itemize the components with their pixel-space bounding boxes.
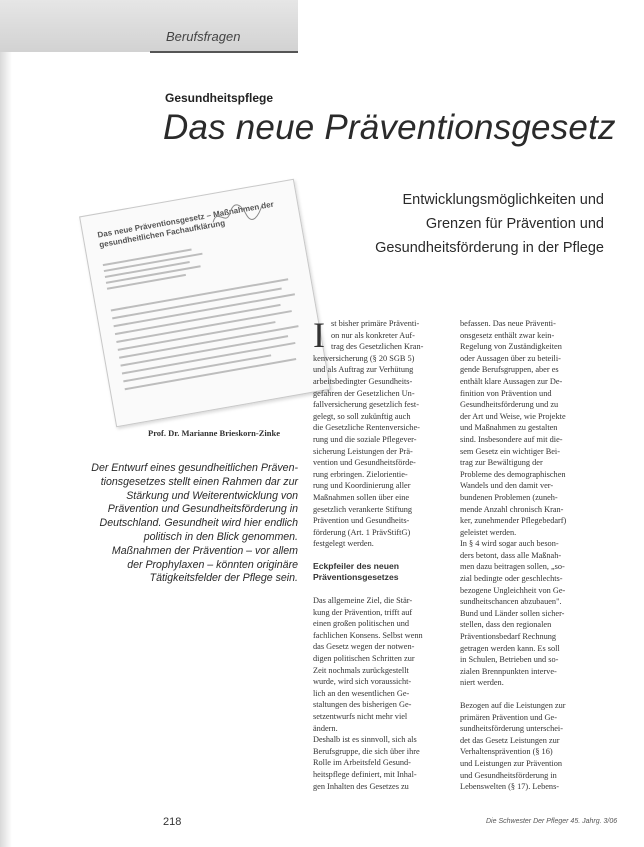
body-line: trag zur Bewältigung der [460, 458, 543, 468]
paragraph-gap [313, 584, 455, 595]
body-line: digen politischen Schritten zur [313, 654, 415, 664]
photo-caption: Prof. Dr. Marianne Brieskorn-Zinke [148, 428, 280, 438]
body-line: festgelegt werden. [313, 539, 374, 549]
body-line: Das allgemeine Ziel, die Stär- [313, 596, 413, 606]
subtitle-line: Gesundheitsförderung in der Pflege [375, 240, 604, 256]
page-edge-shadow [0, 0, 12, 847]
body-line: rung und die soziale Pflegever- [313, 434, 417, 444]
body-line: ker, zunehmender Pflegebedarf) [460, 516, 567, 526]
body-line: ändern. [313, 723, 338, 733]
intro-line: Stärkung und Weiterentwicklung von [126, 489, 298, 502]
body-line: Verhaltensprävention (§ 16) [460, 747, 553, 757]
page-number: 218 [163, 816, 182, 828]
body-line: Gesundheitsförderung und zu [460, 400, 559, 410]
body-line: men dazu beitragen sollen, „so- [460, 562, 565, 572]
intro-line: der Prophylaxen – könnten originäre [127, 558, 298, 571]
body-line: die Gesetzliche Rentenversiche- [313, 423, 420, 433]
body-line: vention und Gesundheitsförde- [313, 458, 416, 468]
body-line: und Maßnahmen zu gestalten [460, 423, 558, 433]
body-line: gen Inhalten des Gesetzes zu [313, 781, 409, 791]
body-line: der Art und Weise, wie Projekte [460, 411, 566, 421]
body-line: fallversicherung gesetzlich fest- [313, 400, 419, 410]
body-line: ders betont, dass alle Maßnah- [460, 550, 562, 560]
body-column-1 [313, 315, 455, 792]
body-line: Berufsgruppe, die sich über ihre [313, 746, 420, 756]
section-label: Berufsfragen [166, 29, 241, 44]
body-line: sind. Insbesondere auf mit die- [460, 434, 563, 444]
body-line: in Schulen, Betrieben und so- [460, 655, 559, 665]
body-line: rung erbringen. Zielorientie- [313, 469, 408, 479]
body-line: das Gesetz wegen der notwen- [313, 642, 415, 652]
article-intro [82, 462, 298, 586]
body-line: staltungen des bisherigen Ge- [313, 700, 412, 710]
body-line: bundenen Problemen (zuneh- [460, 492, 558, 502]
body-line: gelegt, so soll zukünftig auch [313, 411, 411, 421]
subtitle-line: Entwicklungsmöglichkeiten und [402, 192, 604, 208]
body-line: gefahren der Gesetzlichen Un- [313, 388, 415, 398]
paragraph-gap [313, 550, 455, 561]
body-line: getragen werden kann. Es soll [460, 643, 560, 653]
body-line: heitspflege definiert, mit Inhal- [313, 769, 417, 779]
body-line: gende Berufsgruppen, aber es [460, 365, 559, 375]
body-line: sundheitsförderung unterschei- [460, 724, 563, 734]
intro-line: Der Entwurf eines gesundheitlichen Präven- [91, 462, 298, 474]
body-line: stellen, dass den regionalen [460, 620, 552, 630]
body-line: niert werden. [460, 678, 504, 688]
body-line: on nur als konkreter Auf- [331, 330, 415, 340]
body-line: geleistet werden. [460, 527, 517, 537]
body-line: lich an den wesentlichen Ge- [313, 688, 410, 698]
subtitle-line: Grenzen für Prävention und [425, 216, 604, 232]
body-line: finition von Prävention und [460, 388, 552, 398]
body-line: sem Gesetz ein wichtiger Bei- [460, 446, 560, 456]
body-line: Prävention und Gesundheits- [313, 516, 410, 526]
body-line: Probleme des demographischen [460, 469, 566, 479]
body-line: Regelung von Zuständigkeiten [460, 342, 562, 352]
body-line: rung und Koordinierung aller [313, 481, 411, 491]
body-line: kung der Prävention, trifft auf [313, 607, 413, 617]
body-line: st bisher primäre Präventi- [331, 319, 420, 328]
body-line: bezogene Ungleichheit von Ge- [460, 585, 566, 595]
photo-text-line [120, 335, 288, 366]
body-line: Maßnahmen sollen über eine [313, 492, 410, 502]
body-line: fachlichen Konsens. Selbst wenn [313, 630, 423, 640]
drop-cap: I [313, 315, 325, 355]
section-header-bar [0, 0, 298, 52]
body-line: Lebenswelten (§ 17). Lebens- [460, 782, 560, 792]
photo-text-line [112, 287, 282, 319]
photo-text-line [122, 342, 296, 375]
body-line: trag des Gesetzlichen Kran- [331, 342, 424, 352]
photo-text-line [119, 325, 299, 359]
body-line: In § 4 wird sogar auch beson- [460, 539, 559, 549]
photo-document-title: Das neue Präventionsgesetz – Maßnahmen der gesundheitlichen Fachaufklärung [96, 199, 275, 250]
intro-line: Deutschland. Gesundheit wird hier endlich [99, 517, 298, 530]
body-line: det das Gesetz Leistungen zur [460, 735, 560, 745]
handwritten-signature-icon [206, 195, 270, 231]
body-line: mende Anzahl chronisch Kran- [460, 504, 564, 514]
intro-line: Tätigkeitsfelder der Pflege sein. [149, 572, 298, 585]
body-line: und Gesundheitsförderung in [460, 770, 557, 780]
body-line: Bezogen auf die Leistungen zur [460, 701, 566, 710]
body-line: Wandels und den damit ver- [460, 481, 554, 491]
paragraph-gap [460, 689, 602, 700]
article-headline: Das neue Präventionsgesetz [163, 108, 616, 147]
body-line: arbeitsbedingter Gesundheits- [313, 376, 413, 386]
body-line: zialen Brennpunkten interve- [460, 666, 557, 676]
body-line: enthält klare Aussagen zur De- [460, 376, 563, 386]
body-line: onsgesetz enthält zwar kein- [460, 330, 555, 340]
body-line: Rolle im Arbeitsfeld Gesund- [313, 758, 411, 768]
body-subhead: Präventionsgesetzes [313, 572, 399, 583]
intro-line: Maßnahmen der Prävention – vor allem [111, 544, 298, 557]
body-line: einen großen politischen und [313, 619, 410, 629]
body-subhead: Eckpfeiler des neuen [313, 560, 399, 571]
body-line: setzentwurfs nicht mehr viel [313, 712, 408, 721]
article-subtitle [264, 188, 604, 260]
body-line: befassen. Das neue Präventi- [460, 319, 556, 328]
journal-footer: Die Schwester Der Pfleger 45. Jahrg. 3/06 [486, 818, 618, 825]
article-photo-document [79, 179, 331, 428]
body-line: zial bedingte oder geschlechts- [460, 574, 563, 584]
body-line: wurde, wird sich voraussicht- [313, 677, 412, 687]
body-line: sundheitschancen abzubauen". [460, 597, 562, 607]
intro-line: tionsgesetzes stellt einen Rahmen dar zur [100, 475, 298, 488]
intro-line: politisch in den Blick genommen. [143, 530, 298, 543]
article-kicker: Gesundheitspflege [165, 91, 274, 105]
intro-line: Prävention und Gesundheitsförderung in [107, 503, 298, 516]
body-line: Präventionsbedarf Rechnung [460, 632, 557, 642]
body-column-2 [460, 318, 602, 793]
body-line: oder Aussagen über zu beteili- [460, 353, 561, 363]
body-line: Zeit nochmals zurückgestellt [313, 665, 409, 675]
body-line: primären Prävention und Ge- [460, 712, 557, 722]
body-line: sicherung Leistungen der Prä- [313, 446, 413, 456]
body-line: Bund und Länder sollen sicher- [460, 608, 565, 618]
photo-text-line [125, 358, 297, 390]
section-rule [150, 51, 298, 53]
body-line: kenversicherung (§ 20 SGB 5) [313, 353, 415, 363]
body-line: gesetzlich verankerte Stiftung [313, 504, 413, 514]
body-line: förderung (Art. 1 PrävStiftG) [313, 527, 411, 537]
body-line: und als Auftrag zur Verhütung [313, 365, 414, 375]
body-line: Deshalb ist es sinnvoll, sich als [313, 735, 417, 745]
body-line: und Leistungen zur Prävention [460, 758, 563, 768]
